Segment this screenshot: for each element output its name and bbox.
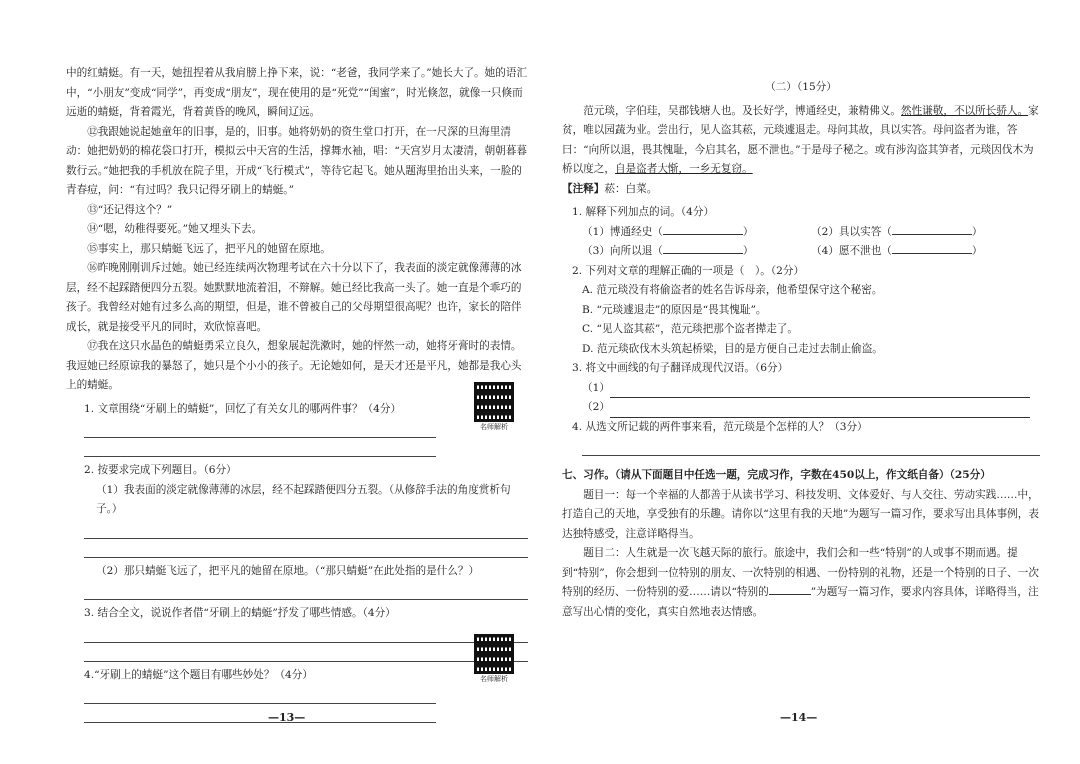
note: 【注释】菘：白菜。 bbox=[562, 182, 658, 195]
answer-area-4[interactable] bbox=[66, 685, 436, 723]
answer-line[interactable] bbox=[84, 539, 528, 558]
answer-line[interactable] bbox=[84, 643, 528, 662]
right-page bbox=[540, 0, 1080, 764]
question-2: 2. 按要求完成下列题目。（6分） bbox=[84, 464, 237, 476]
passage-paragraph: ⑭“嗯，幼稚得要死。”她又埋头下去。 bbox=[87, 223, 263, 235]
answer-area-2-2[interactable] bbox=[66, 581, 528, 600]
qr-code-1[interactable] bbox=[470, 382, 518, 432]
qr-code-icon bbox=[474, 634, 514, 674]
question-3: 3. 结合全文，说说作者借“牙刷上的蜻蜓”抒发了哪些情感。（4分） bbox=[84, 607, 396, 619]
page-number: —14— bbox=[780, 711, 818, 724]
option-a[interactable]: A. 范元琰没有将偷盗者的姓名告诉母亲，他希望保守这个秘密。 bbox=[582, 284, 883, 296]
right-column bbox=[562, 78, 1040, 622]
answer-area-3[interactable] bbox=[66, 624, 528, 662]
translation-line[interactable]: （1） bbox=[562, 379, 1040, 399]
classical-passage: 范元琰，字伯珪，吴郡钱塘人也。及长好学，博通经史，兼精佛义。然性谦敬，不以所长骄人。家贫，唯以园蔬为业。尝出行，见人盗其菘，元琰遽退走。母问其故，具以实答。母问盗者为谁，答曰：“向所以退，畏其愧耻，今启其名，愿不泄也。”于是母子秘之。或有涉沟盗其笋者，元琰因伐木为桥以度之，自是盗者大惭，一乡无复窃。 bbox=[562, 104, 1039, 175]
answer-line[interactable] bbox=[84, 704, 436, 723]
question-2-1: （1）我表面的淡定就像薄薄的冰层，经不起踩踏便四分五裂。（从修辞手法的角度赏析句子。） bbox=[96, 483, 511, 515]
option-b[interactable]: B. “元琰遽退走”的原因是“畏其愧耻”。 bbox=[582, 303, 767, 316]
passage-paragraph: ⑮事实上，那只蜻蜓飞远了，把平凡的她留在原地。 bbox=[87, 242, 331, 255]
answer-line[interactable] bbox=[582, 437, 1040, 456]
qr-label: 名师解析 bbox=[480, 675, 508, 683]
answer-area-2-1[interactable] bbox=[66, 520, 528, 558]
answer-area-1[interactable] bbox=[66, 419, 436, 457]
qr-code-2[interactable] bbox=[470, 634, 518, 684]
qr-code-icon bbox=[474, 382, 514, 422]
question-1: 1. 文章围绕“牙刷上的蜻蜓”，回忆了有关女儿的哪两件事？（4分） bbox=[84, 402, 402, 415]
passage-paragraph: ⑯昨晚刚刚训斥过她。她已经连续两次物理考试在六十分以下了，我表面的淡定就像薄薄的冰层，经不起踩踏便四分五裂。她默默地流着泪，不辩解。她已经比我高一头了。她一直是个乖巧的孩子。我曾经对她有过多么高的期望，但是，谁不曾被自己的父母期望很高呢？也许，家长的陪伴成长，就是接受平凡的同时，欢欣惊喜吧。 bbox=[66, 262, 522, 333]
question-2-2: （2）那只蜻蜓飞远了，把平凡的她留在原地。（“那只蜻蜓”在此处指的是什么？） bbox=[96, 564, 480, 577]
question-3: 3. 将文中画线的句子翻译成现代汉语。（6分） bbox=[572, 362, 789, 374]
question-4: 4. 从选文所记载的两件事来看，范元琰是个怎样的人？（3分） bbox=[572, 420, 868, 433]
question-1: 1. 解释下列加点的词。（4分） bbox=[572, 206, 715, 218]
composition-title: 七、习作。（请从下面题目中任选一题，完成习作，字数在450以上，作文纸自备）（25分） bbox=[562, 469, 991, 481]
option-d[interactable]: D. 范元琰砍伐木头筑起桥梁，目的是方便自己走过去制止偷盗。 bbox=[582, 342, 883, 355]
answer-line[interactable] bbox=[84, 520, 528, 539]
composition-topic-2: 题目二：人生就是一次飞越天际的旅行。旅途中，我们会和一些“特别”的人或事不期而遇。提到“特别”，你会想到一位特别的朋友、一次特别的相遇、一份特别的礼物，还是一个特别的日子、一次特别的经历、一份特别的爱……请以“特别的 ”为题写一篇习作，要求内容具体，详略得当，注意写出心情的变化，真实自然地表达情感。 bbox=[562, 547, 1039, 618]
passage-paragraph: ⑬“还记得这个？” bbox=[87, 203, 173, 216]
word-row: （1）博通经史（ ） （2）具以实答（ ） bbox=[562, 223, 1040, 243]
section-title: （二）（15分） bbox=[765, 81, 837, 93]
answer-line[interactable] bbox=[84, 581, 528, 600]
page-number: —13— bbox=[268, 711, 306, 724]
answer-line[interactable] bbox=[84, 624, 528, 643]
left-column bbox=[66, 64, 528, 727]
question-2: 2. 下列对文章的理解正确的一项是（ ）。（2分） bbox=[572, 264, 805, 277]
translation-line[interactable]: （2） bbox=[562, 398, 1040, 418]
passage-paragraph: ⑫我跟她说起她童年的旧事，是的，旧事。她将奶奶的资生堂口打开，在一尺深的旦海里清动：她把奶奶的棉花袋口打开，模拟云中天宫的生活，撑舞水袖，唱：“天宫岁月太凄清，朝朝暮暮数行云。”她把我的手机放在院子里，开成“飞行模式”，等待它起飞。她从题海里抬出头来，一脸的青春痘，问：“有过吗？我只记得牙刷上的蜻蜓。” bbox=[66, 125, 527, 196]
passage-paragraph: ⑰我在这只水晶色的蜻蜓勇采立良久，想象展起洗漱时，她的怦然一动，她将牙膏时的表情。我逗她已经原谅我的暴怒了，她只是个小小的孩子。无论她如何，是天才还是平凡，她都是我心头上的蜻蜓。 bbox=[66, 340, 522, 391]
composition-topic-1: 题目一：每一个幸福的人都善于从读书学习、科技发明、文体爱好、与人交往、劳动实践……中，打造自己的天地，享受独有的乐趣。请你以“这里有我的天地”为题写一篇习作，要求写出具体事例，表达独特感受，注意详略得当。 bbox=[562, 488, 1039, 540]
answer-line[interactable] bbox=[84, 438, 436, 457]
answer-line[interactable] bbox=[84, 685, 436, 704]
question-4: 4.“牙刷上的蜻蜓”这个题目有哪些妙处？（4分） bbox=[84, 668, 313, 681]
answer-line[interactable] bbox=[84, 419, 436, 438]
qr-label: 名师解析 bbox=[480, 423, 508, 431]
passage-paragraph: 中的红蜻蜓。有一天，她扭捏着从我肩膀上挣下来，说：“老爸，我同学来了。”她长大了。她的语汇中，“小朋友”变成“同学”，再变成“朋友”，现在使用的是“死党”“闺蜜”，时光倏忽，就像一只倏而远逝的蜻蜓，背着霞光，背着黄昏的晚风，瞬间辽远。 bbox=[66, 67, 528, 118]
option-c[interactable]: C. “见人盗其菘”，范元琰把那个盗者撵走了。 bbox=[582, 323, 798, 335]
word-row: （3）向所以退（ ） （4）愿不泄也（ ） bbox=[562, 242, 1040, 262]
